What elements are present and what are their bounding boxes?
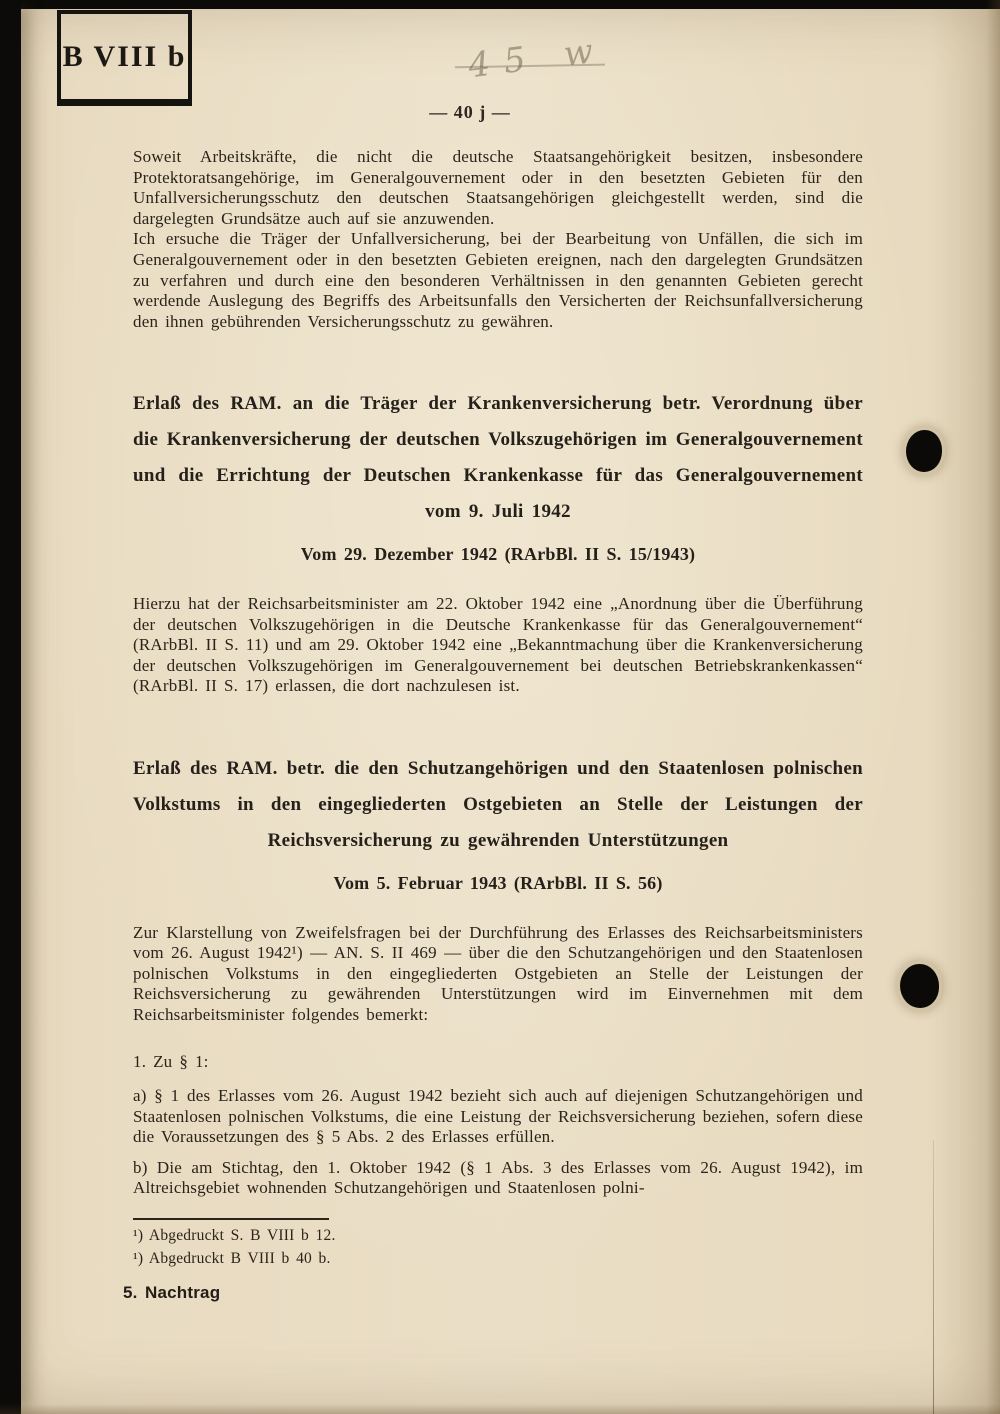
footnote-1: ¹) Abgedruckt S. B VIII b 12. [133, 1227, 336, 1245]
paragraph-accident-insurance-2: Ich ersuche die Träger der Unfallversicherung, bei der Bearbeitung von Unfällen, die sich im Generalgouvernement oder in den besetzten Gebieten ereignen, nach den dargelegten Grundsätzen zu verfahren und durch eine den besonderen Verhältnissen in den genannten Gebieten gerecht werdende Auslegung des Begriffs des Arbeitsunfalls den Versicherten der Reichsunfallversicherung den ihnen gebührenden Versicherungsschutz zu gewähren. [133, 229, 863, 331]
handwritten-note: 45 w [466, 29, 610, 87]
edition-label: 5. Nachtrag [123, 1283, 221, 1303]
decree1-title: Erlaß des RAM. an die Träger der Krankenversicherung betr. Verordnung über die Krankenversicherung der deutschen Volkszugehörigen im Generalgouvernement und die Errichtung der Deutschen Krankenkasse für das Generalgouvernement vom 9. Juli 1942 [133, 393, 863, 523]
page-right-shadow [986, 0, 1000, 1414]
decree2-item-heading: 1. Zu § 1: [133, 1052, 209, 1072]
page-crease [933, 1140, 934, 1414]
decree1-body: Hierzu hat der Reichsarbeitsminister am 22. Oktober 1942 eine „Anordnung über die Überführung der deutschen Volkszugehörigen in die Deutsche Krankenkasse für das Generalgouvernement“ (RArbBl. II S. 11) und am 29. Oktober 1942 eine „Bekanntmachung über die Krankenversicherung der deutschen Volkszugehörigen im Generalgouvernement bei deutschen Betriebskrankenkassen“ (RArbBl. II S. 17) erlassen, die dort nachzulesen ist. [133, 593, 863, 696]
decree2-item-b: b) Die am Stichtag, den 1. Oktober 1942 (§ 1 Abs. 3 des Erlasses vom 26. August 1942), im Altreichsgebiet wohnenden Schutzangehörigen und Staatenlosen polni- [133, 1157, 863, 1198]
punch-hole-top [906, 430, 942, 472]
section-label-box [57, 10, 192, 106]
page-bottom-shadow [0, 1404, 1000, 1414]
footnote-divider [133, 1218, 329, 1220]
punch-hole-bottom [900, 964, 939, 1008]
decree2-title: Erlaß des RAM. betr. die den Schutzangehörigen und den Staatenlosen polnischen Volkstums in den eingegliederten Ostgebieten an Stelle der Leistungen der Reichsversicherung zu gewährenden Unterstützungen [133, 757, 863, 851]
document-body [123, 147, 863, 1304]
scan-edge-top [0, 0, 1000, 9]
paragraph-accident-insurance-1: Soweit Arbeitskräfte, die nicht die deutsche Staatsangehörigkeit besitzen, insbesondere Protektoratsangehörige, im Generalgouvernement oder in den besetzten Gebieten für den Unfallversicherungsschutz den deutschen Staatsangehörigen gleichgestellt werden, sind die dargelegten Grundsätze auch auf sie anzuwenden. [133, 147, 863, 228]
decree2-body: Zur Klarstellung von Zweifelsfragen bei der Durchführung des Erlasses des Reichsarbeitsministers vom 26. August 1942¹) — AN. S. II 469 — über die den Schutzangehörigen und den Staatenlosen polnischen Volkstums in den eingegliederten Ostgebieten an Stelle der Leistungen der Reichsversicherung zu gewährenden Unterstützungen wird im Einvernehmen mit dem Reichsarbeitsminister folgendes bemerkt: [133, 922, 863, 1024]
scan-edge-left [0, 0, 21, 1414]
decree2-date-line: Vom 5. Februar 1943 (RArbBl. II S. 56) [333, 872, 663, 893]
page-number: — 40 j — [429, 102, 511, 122]
decree1-date-line: Vom 29. Dezember 1942 (RArbBl. II S. 15/1943) [300, 544, 696, 565]
section-label: B VIII b [62, 39, 187, 73]
footnote-2: ¹) Abgedruckt B VIII b 40 b. [133, 1249, 331, 1267]
decree2-item-a: a) § 1 des Erlasses vom 26. August 1942 bezieht sich auch auf diejenigen Schutzangehörigen und Staatenlosen polnischen Volkstums, die eine Leistung der Reichsversicherung beziehen, sofern diese die Voraussetzungen des § 5 Abs. 2 des Erlasses erfüllen. [133, 1086, 863, 1147]
